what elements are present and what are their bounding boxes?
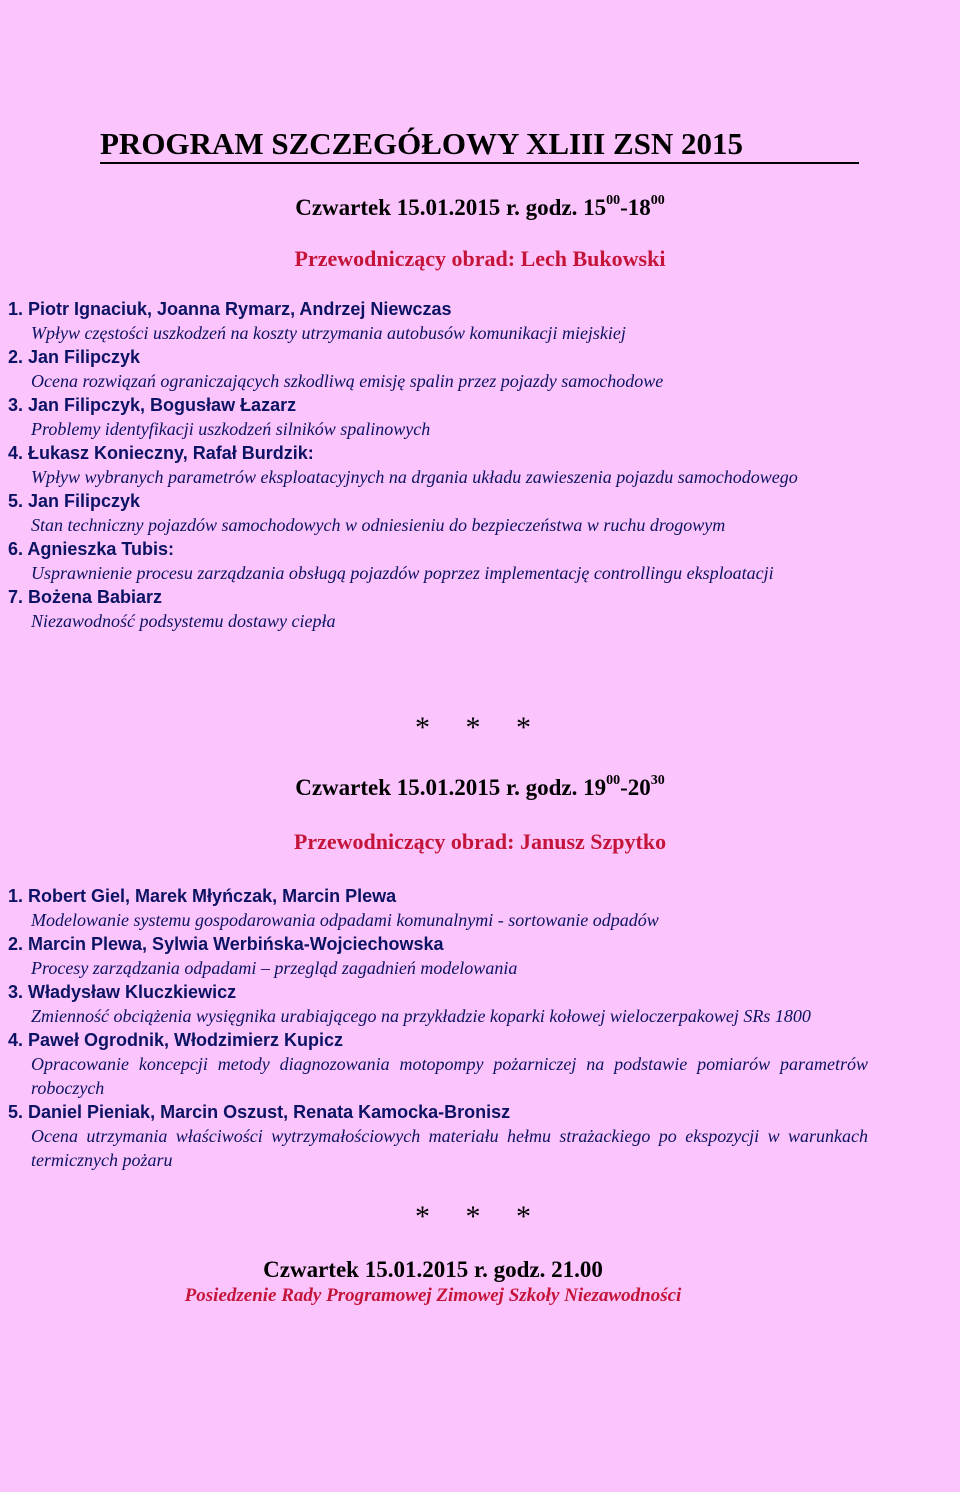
- item-authors: 1. Robert Giel, Marek Młyńczak, Marcin Plewa: [8, 886, 397, 906]
- list-item: [8, 537, 868, 585]
- list-item: [8, 1028, 868, 1100]
- item-title: Procesy zarządzania odpadami – przegląd zagadnień modelowania: [31, 958, 518, 978]
- item-title: Ocena utrzymania właściwości wytrzymałościowych materiału hełmu strażackiego po ekspozycji w warunkach termicznych pożaru: [31, 1126, 868, 1170]
- final-session-note: Posiedzenie Rady Programowej Zimowej Szkoły Niezawodności: [184, 1285, 682, 1306]
- list-item: [8, 297, 868, 345]
- session-1-chair: Przewodniczący obrad: Lech Bukowski: [294, 246, 666, 271]
- item-authors: 3. Władysław Kluczkiewicz: [8, 982, 237, 1002]
- item-title: Wpływ wybranych parametrów eksploatacyjnych na drgania układu zawieszenia pojazdu samochodowego: [31, 467, 798, 487]
- item-title: Usprawnienie procesu zarządzania obsługą pojazdów poprzez implementację controllingu eksploatacji: [31, 563, 774, 583]
- session-2-chair: Przewodniczący obrad: Janusz Szpytko: [293, 829, 667, 854]
- separator-stars: * * *: [415, 711, 545, 744]
- session-1-start-minutes: 00: [606, 193, 621, 208]
- item-title: Modelowanie systemu gospodarowania odpadami komunalnymi - sortowanie odpadów: [31, 910, 659, 930]
- final-session-heading: Czwartek 15.01.2015 r. godz. 21.00: [263, 1257, 603, 1282]
- session-1-heading: [0, 193, 960, 227]
- list-item: [8, 585, 868, 633]
- session-2-start-minutes: 00: [606, 773, 621, 788]
- session-2-end-minutes: 30: [650, 773, 665, 788]
- list-item: [8, 393, 868, 441]
- item-title: Wpływ częstości uszkodzeń na koszty utrzymania autobusów komunikacji miejskiej: [31, 323, 626, 343]
- list-item: [8, 980, 868, 1028]
- item-authors: 3. Jan Filipczyk, Bogusław Łazarz: [8, 395, 297, 415]
- item-title: Problemy identyfikacji uszkodzeń silników spalinowych: [31, 419, 431, 439]
- title-underline: [100, 162, 859, 164]
- item-authors: 5. Jan Filipczyk: [8, 491, 141, 511]
- item-title: Stan techniczny pojazdów samochodowych w odniesieniu do bezpieczeństwa w ruchu drogowym: [31, 515, 726, 535]
- session-2-list: [8, 884, 868, 1172]
- separator-stars-2: * * *: [415, 1200, 545, 1233]
- item-authors: 1. Piotr Ignaciuk, Joanna Rymarz, Andrzej Niewczas: [8, 299, 452, 319]
- session-1-end-minutes: 00: [650, 193, 665, 208]
- list-item: [8, 884, 868, 932]
- item-authors: 6. Agnieszka Tubis:: [8, 539, 175, 559]
- session-2-heading: [0, 773, 960, 807]
- session-2-end-hour: -20: [620, 775, 651, 800]
- item-title: Zmienność obciążenia wysięgnika urabiającego na przykładzie koparki kołowej wieloczerpakowej SRs 1800: [31, 1006, 811, 1026]
- list-item: [8, 345, 868, 393]
- item-authors: 4. Łukasz Konieczny, Rafał Burdzik:: [8, 443, 314, 463]
- item-authors: 2. Marcin Plewa, Sylwia Werbińska-Wojciechowska: [8, 934, 444, 954]
- list-item: [8, 932, 868, 980]
- item-authors: 4. Paweł Ogrodnik, Włodzimierz Kupicz: [8, 1030, 344, 1050]
- item-authors: 5. Daniel Pieniak, Marcin Oszust, Renata Kamocka-Bronisz: [8, 1102, 511, 1122]
- session-1-end-hour: -18: [620, 195, 651, 220]
- list-item: [8, 489, 868, 537]
- list-item: [8, 441, 868, 489]
- item-title: Ocena rozwiązań ograniczających szkodliwą emisję spalin przez pojazdy samochodowe: [31, 371, 664, 391]
- item-title: Niezawodność podsystemu dostawy ciepła: [31, 611, 336, 631]
- session-1-date-time: Czwartek 15.01.2015 r. godz. 15: [295, 195, 607, 220]
- session-2-date-time: Czwartek 15.01.2015 r. godz. 19: [295, 775, 607, 800]
- list-item: [8, 1100, 868, 1172]
- item-title: Opracowanie koncepcji metody diagnozowania motopompy pożarniczej na podstawie pomiarów parametrów roboczych: [31, 1054, 868, 1098]
- page-title: PROGRAM SZCZEGÓŁOWY XLIII ZSN 2015: [100, 126, 744, 161]
- session-1-list: [8, 297, 868, 633]
- item-authors: 2. Jan Filipczyk: [8, 347, 141, 367]
- item-authors: 7. Bożena Babiarz: [8, 587, 163, 607]
